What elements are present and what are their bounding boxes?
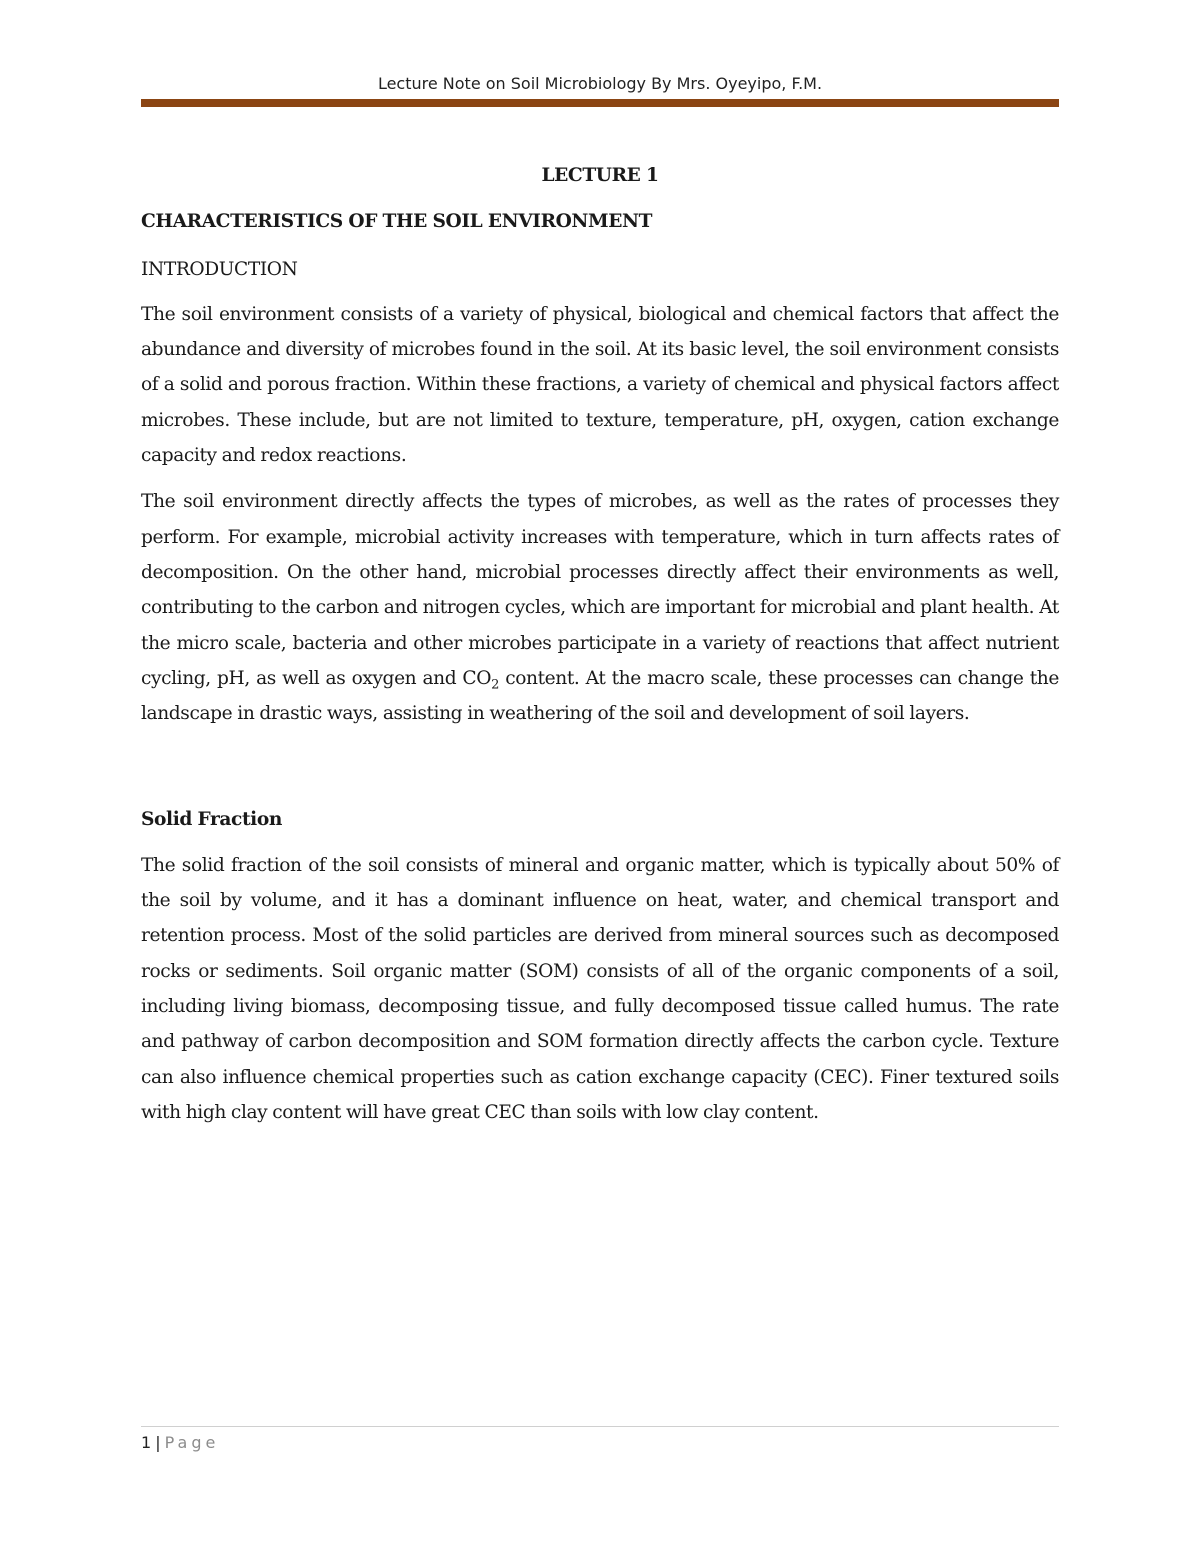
page-number: 1 [141,1433,152,1452]
paragraph-2-text-continued: content. At the macro scale, these processes can change the landscape in drastic ways, assisting in weathering of the soil and development of soil layers. [141,667,1059,725]
lecture-title: LECTURE 1 [541,165,659,186]
document-body [141,158,1059,1141]
page-header-title: Lecture Note on Soil Microbiology By Mrs. Oyeyipo, F.M. [377,74,823,93]
intro-paragraph-2 [141,484,1059,731]
introduction-heading: INTRODUCTION [141,258,298,280]
header-rule [141,99,1059,107]
paragraph-2-text: The soil environment directly affects the types of microbes, as well as the rates of processes they perform. For example, microbial activity increases with temperature, which in turn affects rates of decomposition. On the other hand, microbial processes directly affect their environments as well, contributing to the carbon and nitrogen cycles, which are important for microbial and plant health. At the micro scale, bacteria and other microbes participate in a variety of reactions that affect nutrient cycling, pH, as well as oxygen and CO [141,491,1059,689]
intro-paragraph-1: The soil environment consists of a variety of physical, biological and chemical factors that affect the abundance and diversity of microbes found in the soil. At its basic level, the soil environment consists of a solid and porous fraction. Within these fractions, a variety of chemical and physical factors affect microbes. These include, but are not limited to texture, temperature, pH, oxygen, cation exchange capacity and redox reactions. [141,303,1059,467]
co2-subscript: 2 [491,677,499,693]
page-label: Page [164,1433,220,1452]
footer-separator: | [155,1433,161,1452]
solid-fraction-heading: Solid Fraction [141,809,282,831]
footer-rule [141,1426,1059,1427]
main-heading: CHARACTERISTICS OF THE SOIL ENVIRONMENT [141,211,653,233]
page-footer [141,1433,219,1452]
solid-fraction-paragraph: The solid fraction of the soil consists of mineral and organic matter, which is typically about 50% of the soil by volume, and it has a dominant influence on heat, water, and chemical transport and retention process. Most of the solid particles are derived from mineral sources such as decomposed rocks or sediments. Soil organic matter (SOM) consists of all of the organic components of a soil, including living biomass, decomposing tissue, and fully decomposed tissue called humus. The rate and pathway of carbon decomposition and SOM formation directly affects the carbon cycle. Texture can also influence chemical properties such as cation exchange capacity (CEC). Finer textured soils with high clay content will have great CEC than soils with low clay content. [141,854,1059,1123]
